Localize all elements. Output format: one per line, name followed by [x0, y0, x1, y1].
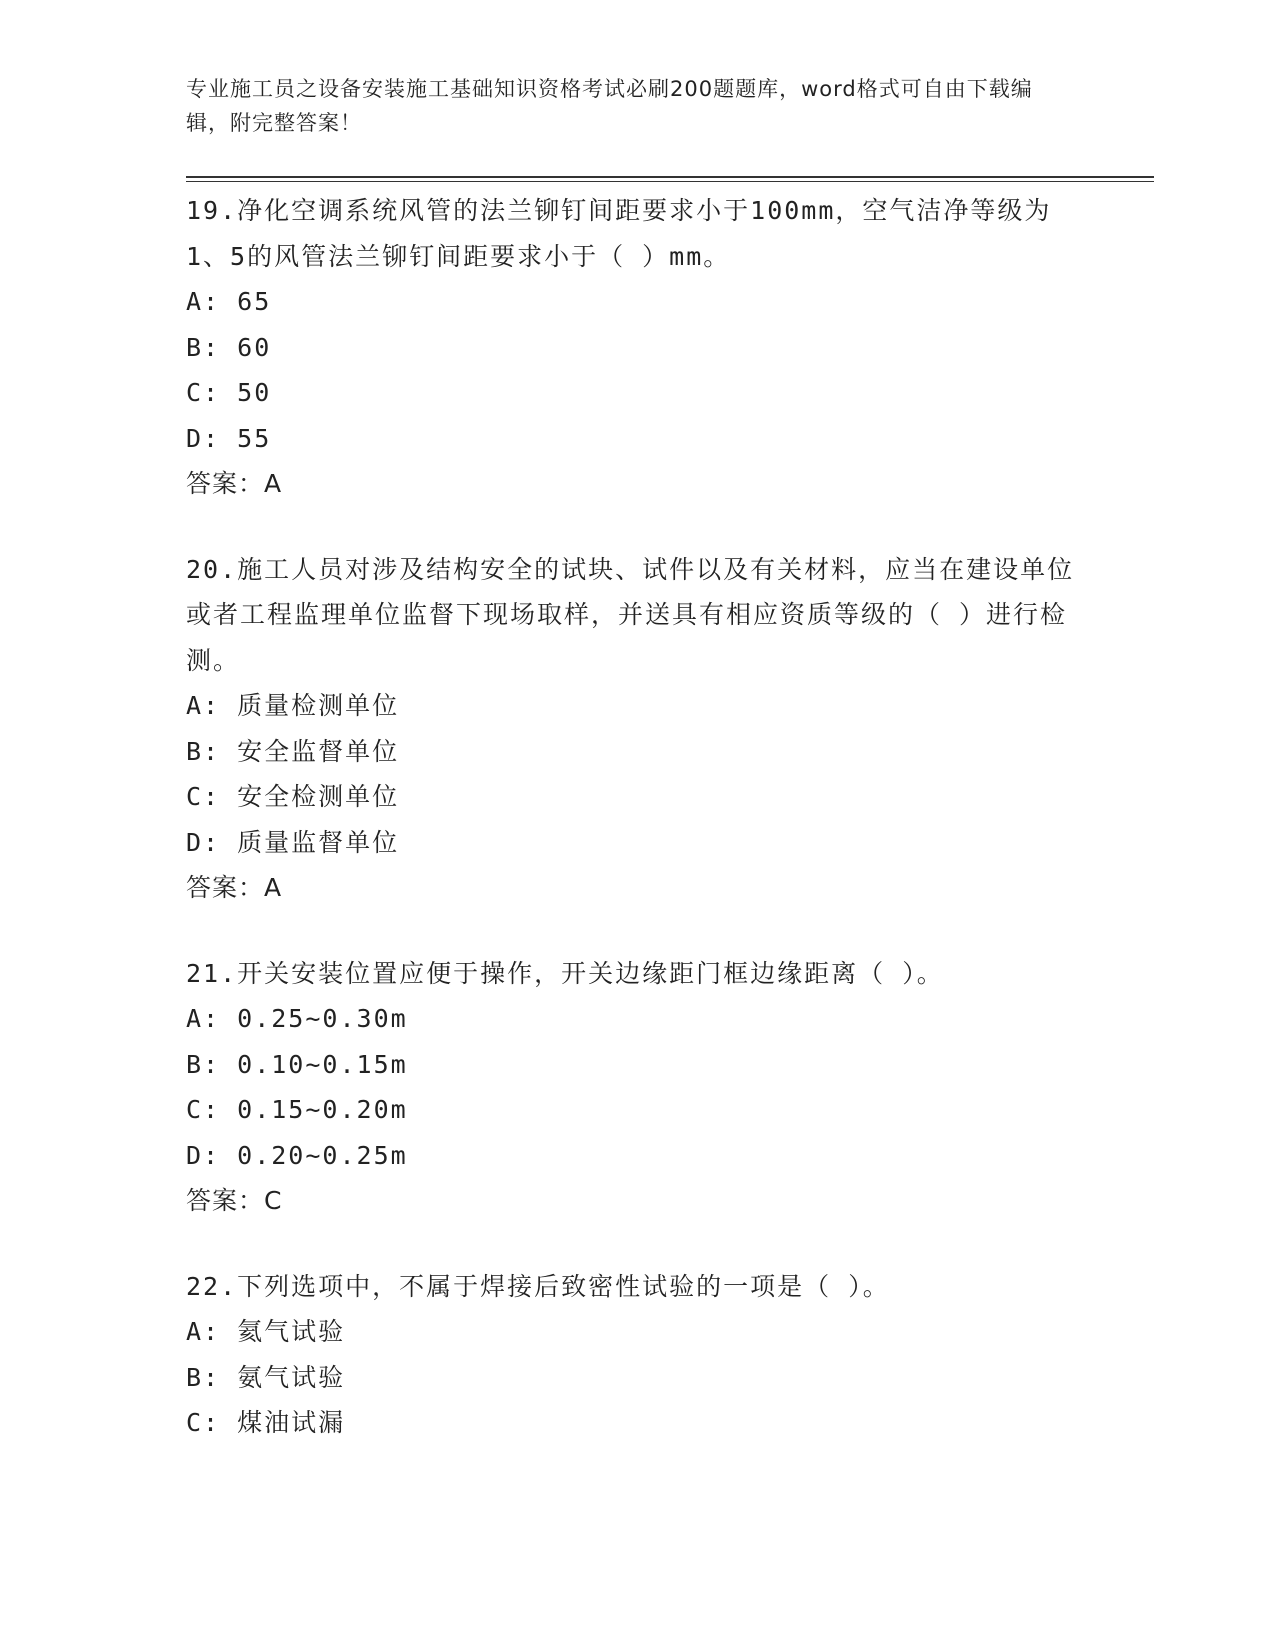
option-c: C: 安全检测单位	[186, 782, 400, 811]
question-stem: 22.下列选项中，不属于焊接后致密性试验的一项是（ ）。	[186, 1271, 890, 1301]
question-stem: 19.净化空调系统风管的法兰铆钉间距要求小于100mm，空气洁净等级为1、5的风管法兰铆钉间距要求小于（ ）mm。	[186, 196, 1052, 271]
option-a: A: 0.25~0.30m	[186, 1004, 408, 1033]
option-a: A: 65	[186, 287, 272, 316]
question-22	[186, 1264, 1086, 1446]
question-19	[186, 188, 1086, 507]
option-b: B: 安全监督单位	[186, 736, 400, 766]
option-c: C: 50	[186, 378, 272, 407]
option-d: D: 0.20~0.25m	[186, 1140, 408, 1170]
option-b: B: 氨气试验	[186, 1362, 346, 1392]
answer-line: 答案：A	[186, 469, 283, 498]
question-list	[186, 188, 1086, 1486]
header-rule-thin	[186, 181, 1154, 182]
question-stem: 20.施工人员对涉及结构安全的试块、试件以及有关材料，应当在建设单位或者工程监理单位监督下现场取样，并送具有相应资质等级的（ ）进行检测。	[186, 554, 1075, 675]
question-stem: 21.开关安装位置应便于操作，开关边缘距门框边缘距离（ ）。	[186, 958, 944, 988]
question-21	[186, 951, 1086, 1224]
question-20	[186, 547, 1086, 911]
header-rule-thick	[186, 176, 1154, 178]
document-header: 专业施工员之设备安装施工基础知识资格考试必刷200题题库，word格式可自由下载编辑，附完整答案！	[186, 77, 1033, 135]
answer-line: 答案：A	[186, 873, 283, 902]
option-c: C: 煤油试漏	[186, 1408, 346, 1437]
option-d: D: 质量监督单位	[186, 827, 400, 857]
answer-line: 答案：C	[186, 1186, 283, 1215]
option-b: B: 60	[186, 332, 272, 362]
option-b: B: 0.10~0.15m	[186, 1049, 408, 1079]
option-a: A: 质量检测单位	[186, 691, 400, 720]
option-d: D: 55	[186, 423, 272, 453]
option-a: A: 氦气试验	[186, 1317, 346, 1346]
option-c: C: 0.15~0.20m	[186, 1095, 408, 1124]
